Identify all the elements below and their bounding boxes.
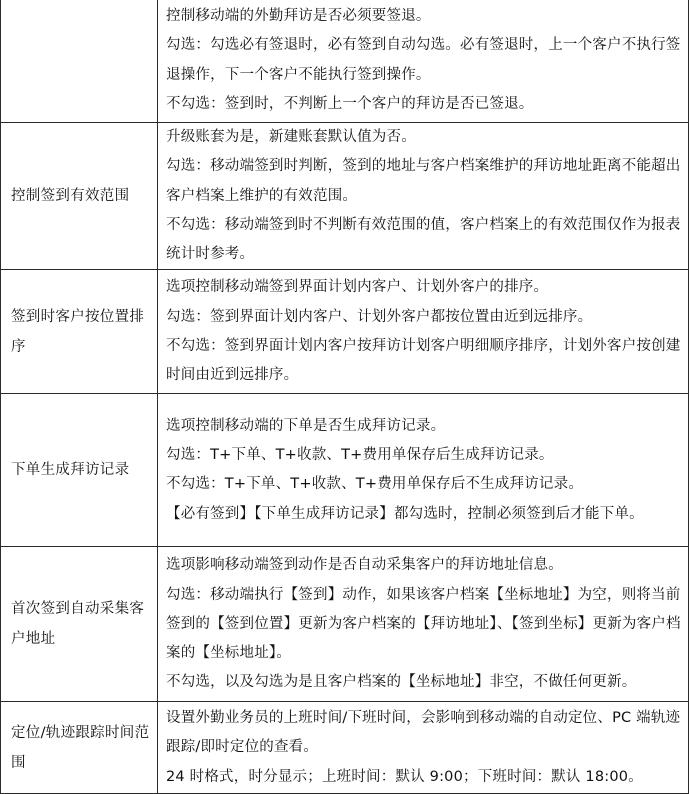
description-line: 升级账套为是，新建账套默认值为否。 [166, 129, 416, 145]
setting-name: 首次签到自动采集客户地址 [11, 601, 145, 648]
setting-name-cell [1, 0, 158, 123]
description-line: 不勾选：T+下单、T+收款、T+费用单保存后不生成拜访记录。 [166, 476, 584, 493]
setting-name-cell [1, 394, 158, 547]
setting-name: 控制签到有效范围 [11, 188, 130, 205]
table-row [1, 394, 689, 547]
setting-name-cell [1, 547, 158, 702]
table-row [1, 270, 689, 394]
description-line: 勾选：T+下单、T+收款、T+费用单保存后生成拜访记录。 [166, 447, 554, 464]
setting-name: 定位/轨迹跟踪时间范围 [11, 724, 150, 771]
description-line: 勾选：勾选必有签退时，必有签到自动勾选。必有签退时，上一个客户不执行签退操作，下一个客户不能执行签到操作。 [166, 37, 681, 83]
setting-description-cell [158, 702, 689, 794]
table-row [1, 0, 689, 123]
setting-description-cell [158, 0, 689, 123]
setting-description-cell [158, 123, 689, 270]
setting-name-cell [1, 270, 158, 394]
description-line: 选项影响移动端签到动作是否自动采集客户的拜访地址信息。 [166, 557, 563, 574]
table-row [1, 547, 689, 702]
setting-description-cell [158, 270, 689, 394]
description-line: 不勾选：移动端签到时不判断有效范围的值，客户档案上的有效范围仅作为报表统计时参考。 [166, 216, 681, 263]
description-line: 选项控制移动端的下单是否生成拜访记录。 [166, 417, 446, 434]
description-line: 控制移动端的外勤拜访是否必须要签退。 [166, 7, 431, 24]
setting-name-cell [1, 123, 158, 270]
setting-name: 签到时客户按位置排序 [11, 308, 145, 355]
description-line: 勾选：移动端执行【签到】动作，如果该客户档案【坐标地址】为空，则将当前签到的【签到位置】更新为客户档案的【拜访地址】、【签到坐标】更新为客户档案的【坐标地址】。 [166, 586, 681, 662]
table-row [1, 123, 689, 270]
description-line: 24 时格式，时分显示；上班时间：默认 9:00；下班时间：默认 18:00。 [166, 768, 643, 785]
description-line: 勾选：签到界面计划内客户、计划外客户都按位置由近到远排序。 [166, 308, 593, 325]
description-line: 【必有签到】【下单生成拜访记录】都勾选时，控制必须签到后才能下单。 [166, 505, 644, 522]
description-line: 选项控制移动端签到界面计划内客户、计划外客户的排序。 [166, 279, 549, 296]
description-line: 设置外勤业务员的上班时间/下班时间，会影响到移动端的自动定位、PC 端轨迹跟踪/即时定位的查看。 [166, 710, 681, 756]
setting-description-cell [158, 394, 689, 547]
description-line: 不勾选：签到时，不判断上一个客户的拜访是否已签退。 [166, 95, 534, 112]
setting-name: 下单生成拜访记录 [11, 462, 130, 479]
description-line: 不勾选：签到界面计划内客户按拜访计划客户明细顺序排序，计划外客户按创建时间由近到远排序。 [166, 337, 681, 384]
setting-description-cell [158, 547, 689, 702]
description-line: 勾选：移动端签到时判断，签到的地址与客户档案维护的拜访地址距离不能超出客户档案上维护的有效范围。 [166, 158, 681, 204]
setting-name-cell [1, 702, 158, 794]
table-row [1, 702, 689, 794]
description-line: 不勾选，以及勾选为是且客户档案的【坐标地址】非空，不做任何更新。 [166, 674, 637, 691]
